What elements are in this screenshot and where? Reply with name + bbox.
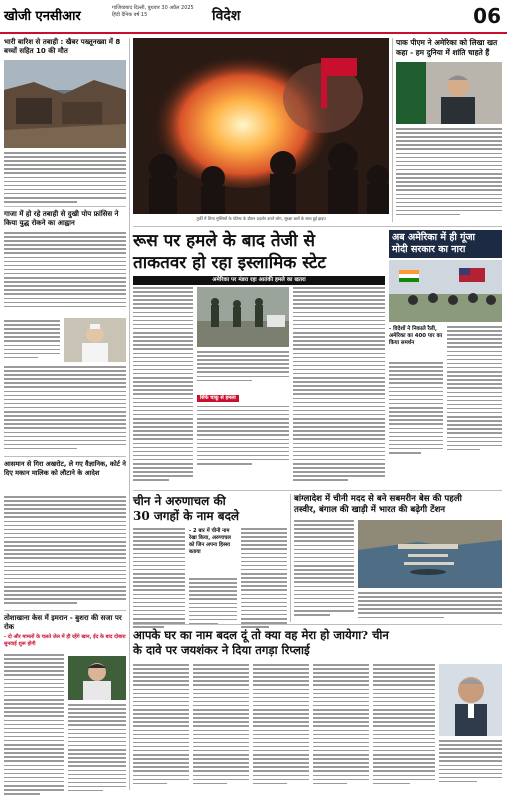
divider <box>4 206 126 207</box>
section-rule <box>133 226 502 227</box>
story-scientist-headline: आसमान से गिरा अखरोट, ले गए वैज्ञानिक, कोर्ट ने दिए मकान मालिक को लौटाने के आदेश <box>4 460 126 477</box>
story-scientist-text <box>4 496 126 604</box>
story-usa-chant-body-2 <box>389 362 443 456</box>
story-china-names <box>133 494 283 524</box>
story-scientist-body <box>4 496 126 607</box>
story-pakistan-pm-text <box>396 128 502 215</box>
story-china-names-text-1 <box>133 528 185 628</box>
shehbaz-photo <box>396 62 502 124</box>
page-number: 06 <box>473 4 501 28</box>
story-russia-kicker: अमेरिका पर मंडरा रहा आतंकी हमले का खतरा <box>133 276 385 285</box>
story-jaishankar-text-4 <box>313 664 369 784</box>
masthead: खोजी एनसीआर <box>4 9 81 24</box>
story-china-names-headline-1: चीन ने अरुणाचल की <box>133 494 226 508</box>
story-bangladesh <box>294 494 502 516</box>
story-gaza-body-3 <box>4 366 126 452</box>
story-scientist <box>4 460 126 477</box>
story-jaishankar-text-5 <box>373 664 435 784</box>
story-bangladesh-body-2 <box>358 592 502 621</box>
story-bangladesh-body-1 <box>294 520 354 618</box>
story-khyber-headline: भारी बारिश से तबाही : खैबर पख्तूनख्वा में 8 बच्चों सहित 10 की मौत <box>4 38 121 55</box>
story-bangladesh-text-1 <box>294 520 354 616</box>
story-usa-chant-pull-quote: - विदेशों ने निकाले रैली, अमेरिका का 400 पार का किया समर्थन <box>389 326 442 346</box>
story-usa-chant-quote <box>389 326 443 347</box>
story-gaza <box>4 210 126 228</box>
rally-photo <box>389 260 502 322</box>
story-jaishankar-body-1 <box>133 664 189 787</box>
story-china-names-body-3 <box>241 528 287 630</box>
column-rule <box>129 38 130 790</box>
section-rule <box>133 490 502 491</box>
story-gaza-body <box>4 232 126 310</box>
story-russia-body-col3 <box>197 351 289 467</box>
story-pakistan-pm-body <box>396 128 502 218</box>
story-toshakhana-headline: तोशाखाना केस में इमरान - बुशरा की सजा पर रोक <box>4 614 122 631</box>
imran-khan-photo <box>68 656 126 700</box>
protest-photo <box>133 38 389 214</box>
story-pakistan-pm-headline: पाक पीएम ने अमेरिका को लिखा खत कहा - हम दुनिया में शांति चाहते हैं <box>396 38 498 57</box>
dateline <box>112 5 194 19</box>
story-jaishankar-body-3 <box>253 664 309 787</box>
submarine-base-photo <box>358 520 502 588</box>
story-toshakhana-body <box>4 654 64 797</box>
story-russia-headline-2: ताकतवर हो रहा इस्लामिक स्टेट <box>133 253 326 273</box>
story-china-names-text-3 <box>241 528 287 628</box>
story-jaishankar-body-4 <box>313 664 369 787</box>
story-jaishankar-body-6 <box>439 740 502 785</box>
story-usa-chant-headline-1: अब अमेरिका में ही गूंजा <box>392 232 475 243</box>
story-russia <box>133 230 385 285</box>
story-china-names-body-2 <box>189 578 237 627</box>
story-usa-chant-text-2 <box>389 362 443 454</box>
story-usa-chant-body <box>447 326 502 453</box>
dateline-secondary: हिंदी दैनिक वर्ष 15 <box>112 12 148 18</box>
dateline-primary: गाजियाबाद दिल्ली, बुधवार 30 अप्रैल 2025 <box>112 5 194 11</box>
story-jaishankar-text-2 <box>193 664 249 784</box>
section-title: विदेश <box>212 8 241 24</box>
divider <box>4 610 126 611</box>
story-china-names-body-1 <box>133 528 185 630</box>
story-bangladesh-text-2 <box>358 592 502 618</box>
story-jaishankar-body-5 <box>373 664 435 787</box>
story-gaza-text-3 <box>4 366 126 449</box>
troops-photo <box>197 287 289 347</box>
story-khyber-text <box>4 152 126 203</box>
story-gaza-body-2 <box>4 320 60 361</box>
page-header <box>0 0 507 34</box>
story-russia-text-col2 <box>293 287 385 481</box>
story-jaishankar-body-2 <box>193 664 249 787</box>
story-jaishankar-text-1 <box>133 664 189 784</box>
story-pakistan-pm <box>396 38 502 57</box>
story-bangladesh-headline-2: तस्वीर, बंगाल की खाड़ी में भारत की बढ़ेगी टेंशन <box>294 505 446 515</box>
flood-photo <box>4 60 126 148</box>
story-gaza-text-2 <box>4 320 60 358</box>
story-russia-body-col2 <box>293 287 385 484</box>
story-china-names-pull-quote: - 2 बार में चीनी नाम रेखा किया, अरुणाचल को जिन अपना हिस्सा बताया <box>189 528 231 555</box>
story-russia-subhead: सिर्फ चाकू से हमला <box>197 395 239 402</box>
story-toshakhana-text-2 <box>68 704 126 791</box>
story-russia-text-col3 <box>197 351 289 381</box>
jaishankar-photo <box>439 664 502 736</box>
story-jaishankar-text-6 <box>439 740 502 782</box>
story-china-names-headline-2: 30 जगहों के नाम बदले <box>133 509 240 523</box>
story-china-names-text-2 <box>189 578 237 625</box>
column-rule <box>392 38 393 222</box>
story-bangladesh-headline-1: बांग्लादेश में चीनी मदद से बने सबमरीन बेस की पहली <box>294 494 462 504</box>
pope-photo <box>64 318 126 362</box>
story-jaishankar <box>133 628 502 658</box>
story-gaza-text <box>4 232 126 307</box>
story-usa-chant-headline-box <box>389 230 502 258</box>
story-toshakhana <box>4 614 126 647</box>
story-khyber <box>4 38 126 56</box>
story-khyber-body <box>4 152 126 205</box>
story-gaza-headline: गाजा में हो रहे तबाही से दुखी पोप फ्रांसिस ने किया युद्ध रोकने का आह्वान <box>4 210 119 227</box>
section-rule <box>133 624 502 625</box>
story-russia-body-col1 <box>133 287 193 484</box>
story-toshakhana-text <box>4 654 64 795</box>
story-russia-text-col1 <box>133 287 193 481</box>
story-toshakhana-subhead: - दो और मामलों के चलते जेल में ही रहेंगे खान, ईद के बाद दोबारा सुनवाई शुरू होगी <box>4 634 126 647</box>
story-usa-chant-headline-2: मोदी सरकार का नारा <box>392 244 466 255</box>
story-russia-headline-1: रूस पर हमले के बाद तेजी से <box>133 231 315 251</box>
story-russia-text-col3b <box>197 406 289 465</box>
story-usa-chant-text <box>447 326 502 450</box>
divider <box>4 456 126 457</box>
protest-photo-caption: तुर्की में शिया मुस्लिमों के पोटेस्ट के दौरान प्रदर्शन करते लोग, सुरक्षा बलों के साथ हुई झड़प <box>196 216 326 221</box>
story-jaishankar-headline-1: आपके घर का नाम बदल दूं तो क्या वह मेरा हो जायेगा? चीन <box>133 628 389 642</box>
column-rule <box>290 494 291 622</box>
story-jaishankar-text-3 <box>253 664 309 784</box>
story-jaishankar-headline-2: के दावे पर जयशंकर ने दिया तगड़ा रिप्लाई <box>133 643 310 657</box>
story-china-names-quote <box>189 528 237 556</box>
story-usa-chant <box>389 230 502 258</box>
story-toshakhana-body-2 <box>68 704 126 794</box>
